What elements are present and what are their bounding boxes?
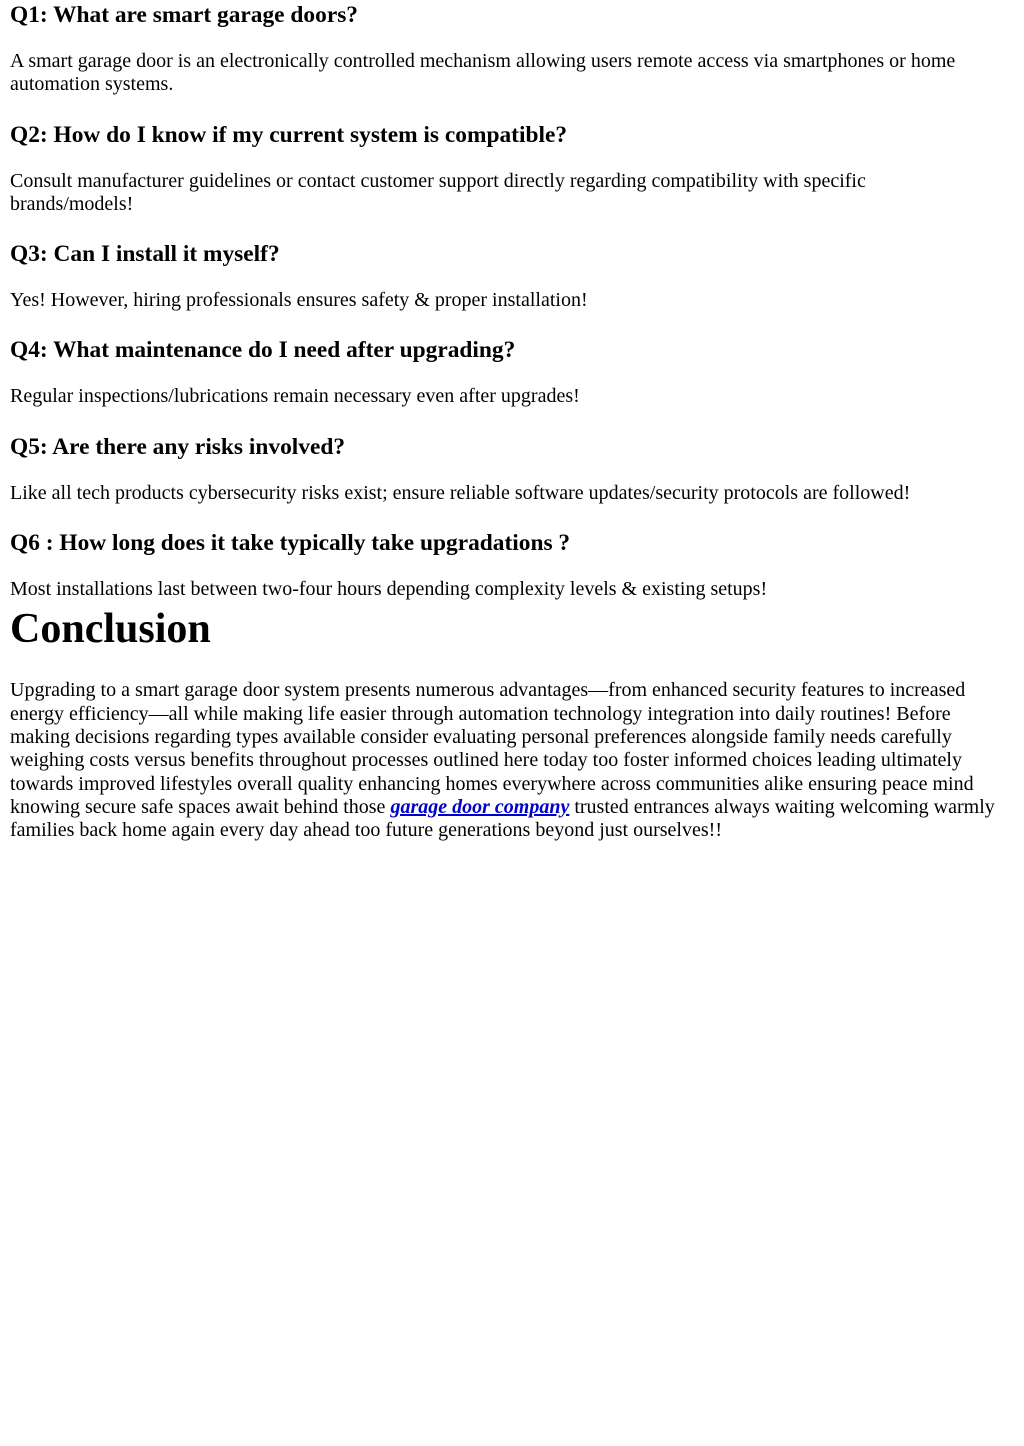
faq-answer-q6: Most installations last between two-four hours depending complexity levels & existing setups! <box>10 578 768 601</box>
faq-answer-q5: Like all tech products cybersecurity risks exist; ensure reliable software updates/security protocols are followed! <box>10 481 911 504</box>
faq-question-q3: Q3: Can I install it myself? <box>10 241 280 268</box>
faq-item-q6 <box>10 529 1014 601</box>
faq-question-q5: Q5: Are there any risks involved? <box>10 433 346 460</box>
faq-answer-q2: Consult manufacturer guidelines or contact customer support directly regarding compatibility with specific brands/models! <box>10 169 866 215</box>
faq-item-q1 <box>10 0 1014 97</box>
conclusion-text-start: Upgrading to a smart garage door system presents numerous advantages—from enhanced security features to increased energy efficiency—all while making life easier through automation technology integration into daily routines! Before making decisions regarding types available consider evaluating personal preferences alongside family needs carefully weighing costs versus benefits throughout processes outlined here today too foster informed choices leading ultimately towards improved lifestyles overall quality enhancing homes everywhere across communities alike ensuring peace mind knowing secure safe spaces await behind those <box>10 679 974 818</box>
garage-door-company-link[interactable]: garage door company <box>390 795 570 818</box>
conclusion-heading: Conclusion <box>10 606 211 653</box>
faq-question-q4: Q4: What maintenance do I need after upgrading? <box>10 337 516 364</box>
faq-answer-q1: A smart garage door is an electronically controlled mechanism allowing users remote access via smartphones or home automation systems. <box>10 50 956 96</box>
faq-item-q4 <box>10 336 1014 408</box>
faq-item-q5 <box>10 433 1014 505</box>
faq-answer-q3: Yes! However, hiring professionals ensures safety & proper installation! <box>10 289 588 312</box>
conclusion-text-end: trusted entrances always waiting welcoming warmly families back home again every day ahead too future generations beyond just ourselves!! <box>10 795 995 842</box>
faq-question-q1: Q1: What are smart garage doors? <box>10 2 358 28</box>
faq-answer-q4: Regular inspections/lubrications remain necessary even after upgrades! <box>10 385 580 408</box>
faq-item-q3 <box>10 240 1014 312</box>
conclusion-paragraph <box>10 653 1010 842</box>
faq-question-q6: Q6 : How long does it take typically take upgradations ? <box>10 530 571 557</box>
faq-question-q2: Q2: How do I know if my current system is compatible? <box>10 121 568 148</box>
faq-item-q2 <box>10 121 1014 217</box>
